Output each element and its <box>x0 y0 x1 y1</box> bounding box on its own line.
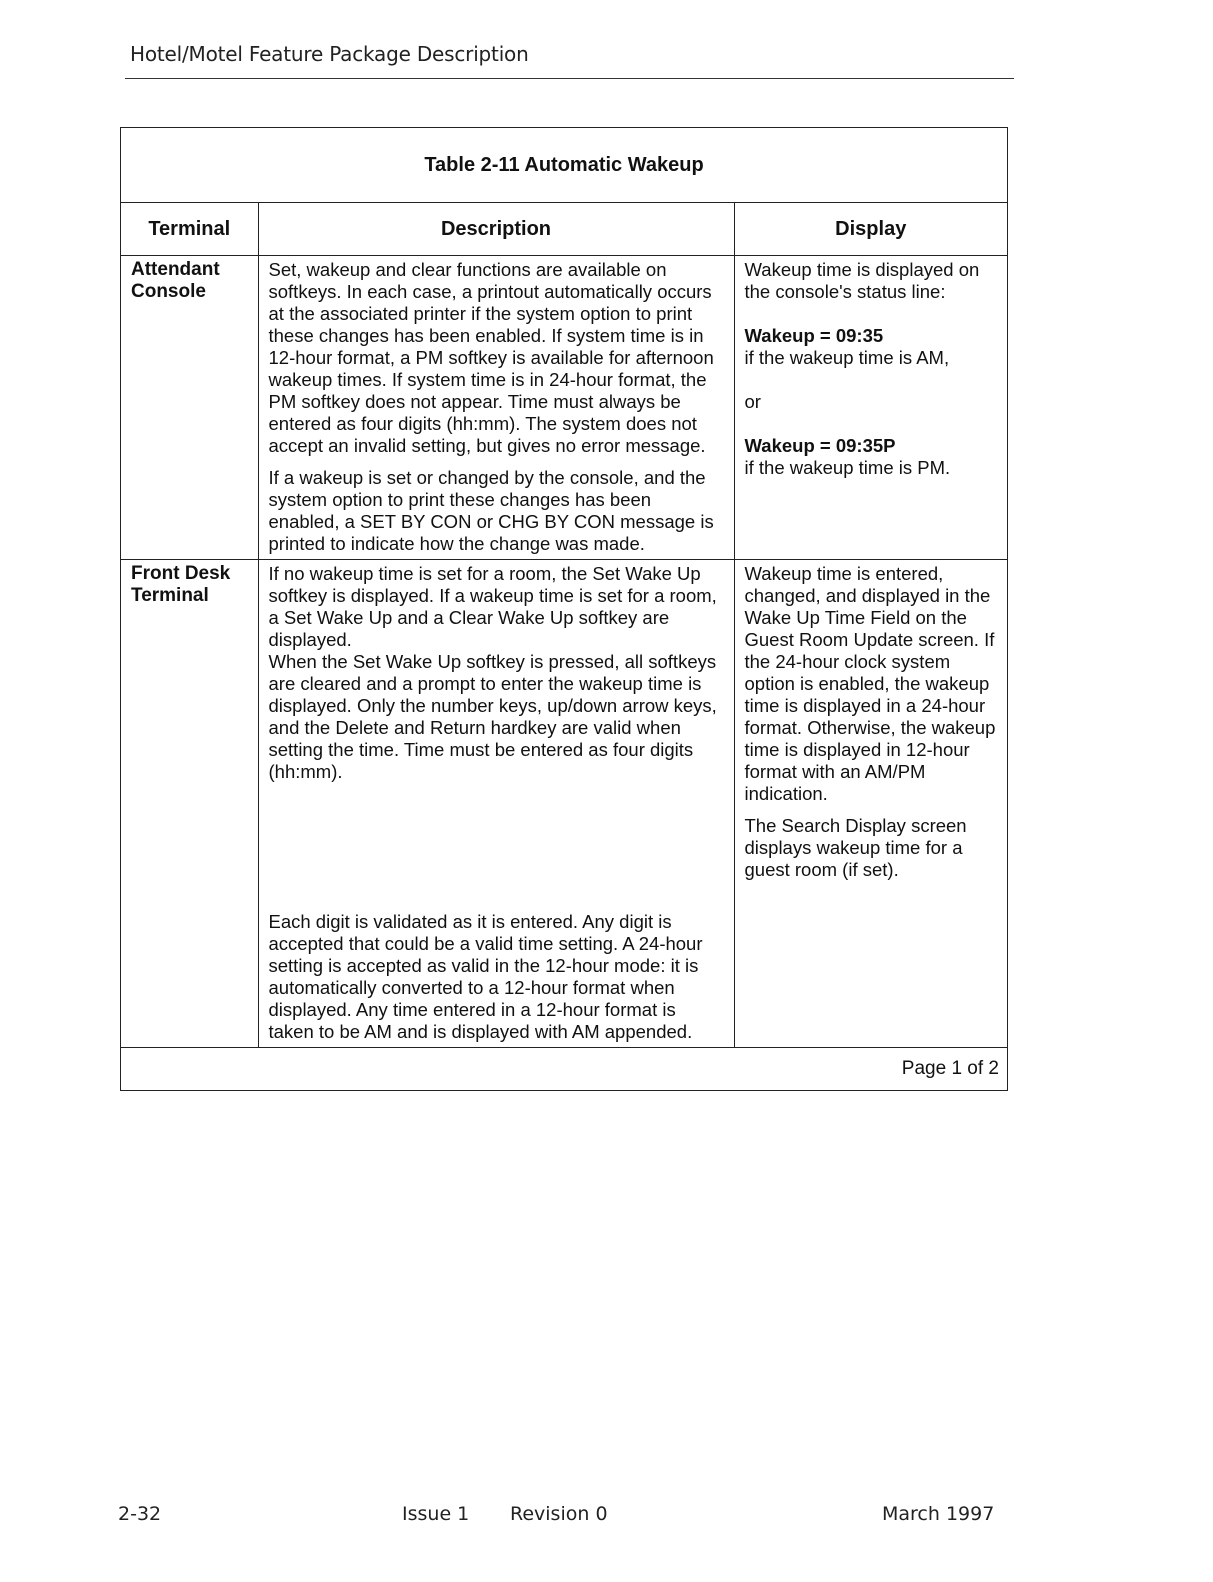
description-cell <box>258 256 734 560</box>
terminal-cell <box>121 560 258 1048</box>
footer-date: March 1997 <box>882 1503 995 1525</box>
display-am-note: if the wakeup time is AM, <box>744 347 950 368</box>
table-title: Table 2-11 Automatic Wakeup <box>121 128 1007 203</box>
column-header-terminal: Terminal <box>121 203 258 256</box>
display-cell <box>734 560 1007 1048</box>
display-pm-value: Wakeup = 09:35P <box>744 435 896 456</box>
description-paragraph: Each digit is validated as it is entered. Any digit is accepted that could be a valid time setting. A 24-hour setting is accepted as valid in the 12-hour mode: it is automatically converted to a 12-hour format when displayed. Any time entered in a 12-hour format is taken to be AM and is displayed with AM appended. <box>268 911 703 1042</box>
table-page-count: Page 1 of 2 <box>901 1058 999 1079</box>
page-header-title: Hotel/Motel Feature Package Description <box>130 42 529 66</box>
description-paragraph: Set, wakeup and clear functions are available on softkeys. In each case, a printout automatically occurs at the associated printer if the system option to print these changes has been enabled. If system time is in 12-hour format, a PM softkey is available for afternoon wakeup times. If system time is in 24-hour format, the PM softkey does not appear. Time must always be entered as four digits (hh:mm). The system does not accept an invalid setting, but gives no error message. <box>268 259 714 456</box>
terminal-label: Front Desk <box>131 563 231 584</box>
footer-page-number: 2-32 <box>118 1503 162 1525</box>
footer-issue: Issue 1 <box>402 1503 470 1525</box>
column-header-description: Description <box>258 203 734 256</box>
display-cell <box>734 256 1007 560</box>
display-paragraph: Wakeup time is entered, changed, and displayed in the Wake Up Time Field on the Guest Room Update screen. If the 24-hour clock system option is enabled, the wakeup time is displayed in a 24-hour format. Otherwise, the wakeup time is displayed in 12-hour format with an AM/PM indication. <box>744 563 996 804</box>
table-row <box>121 560 1007 1048</box>
table-row <box>121 256 1007 560</box>
display-intro: Wakeup time is displayed on the console's status line: <box>744 259 980 302</box>
wakeup-table <box>120 127 1008 1091</box>
table-header-row <box>121 203 1007 256</box>
description-paragraph: When the Set Wake Up softkey is pressed, all softkeys are cleared and a prompt to enter the wakeup time is displayed. Only the number keys, up/down arrow keys, and the Delete and Return hardkey are valid when setting the time. Time must be entered as four digits (hh:mm). <box>268 651 717 782</box>
footer-revision: Revision 0 <box>510 1503 608 1525</box>
header-rule <box>125 78 1014 79</box>
description-paragraph: If a wakeup is set or changed by the console, and the system option to print these changes has been enabled, a SET BY CON or CHG BY CON message is printed to indicate how the change was made. <box>268 467 714 554</box>
display-paragraph: The Search Display screen displays wakeup time for a guest room (if set). <box>744 815 967 880</box>
description-paragraph: If no wakeup time is set for a room, the Set Wake Up softkey is displayed. If a wakeup time is set for a room, a Set Wake Up and a Clear Wake Up softkey are displayed. <box>268 563 717 650</box>
display-am-value: Wakeup = 09:35 <box>744 325 884 346</box>
terminal-label: Console <box>131 281 206 302</box>
terminal-label: Attendant <box>131 259 220 280</box>
description-cell <box>258 560 734 1048</box>
column-header-display: Display <box>734 203 1007 256</box>
table-body <box>121 203 1007 1048</box>
display-or: or <box>744 391 761 412</box>
display-pm-note: if the wakeup time is PM. <box>744 457 951 478</box>
terminal-label: Terminal <box>131 585 209 606</box>
terminal-cell <box>121 256 258 560</box>
